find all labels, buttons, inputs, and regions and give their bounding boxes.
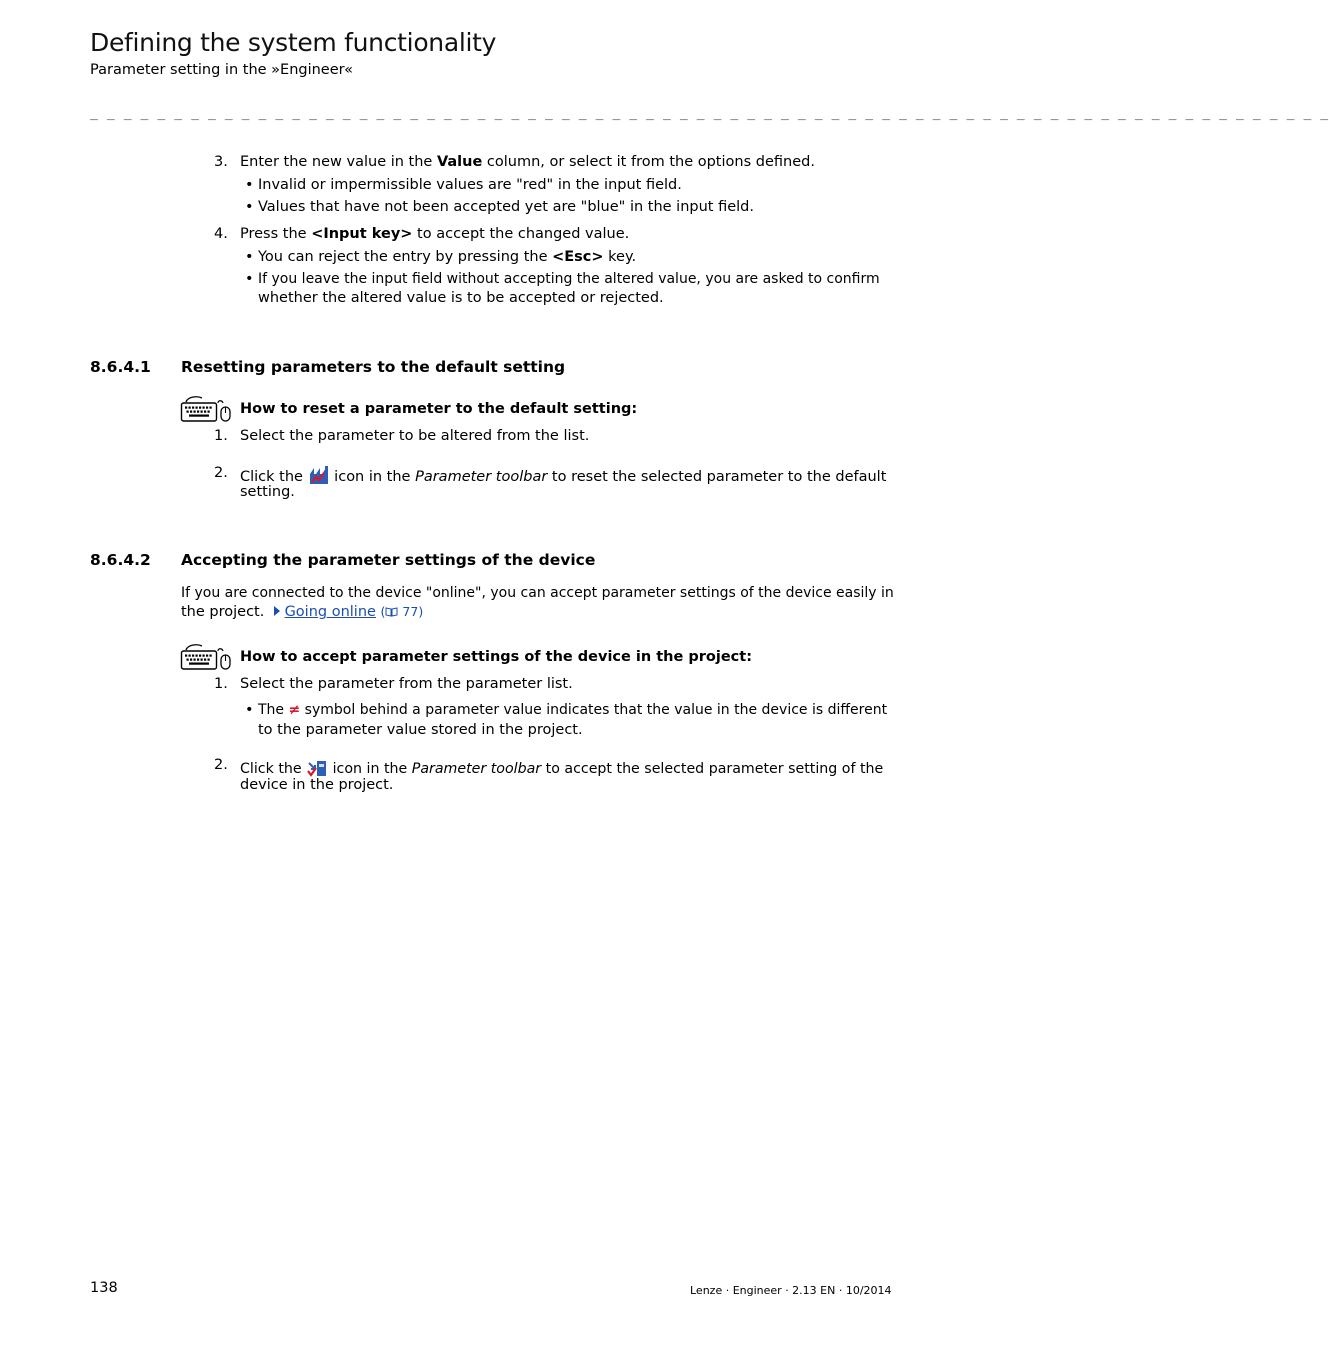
step-text-part: Click the [240, 761, 307, 777]
reset-default-icon [308, 465, 330, 485]
bullet-dot: • [245, 199, 254, 215]
bullet-bold: <Esc> [552, 249, 604, 265]
section-heading [90, 551, 650, 571]
section-heading [90, 358, 590, 378]
step-text-part: Enter the new value in the [240, 154, 437, 170]
footer-info: Lenze · Engineer · 2.13 EN · 10/2014 [690, 1284, 892, 1297]
step-text: Select the parameter to be altered from the list. [240, 428, 590, 444]
section-title: Accepting the parameter settings of the device [181, 551, 596, 569]
step-text: device in the project. [240, 777, 394, 793]
bullet-text: to the parameter value stored in the project. [258, 722, 583, 738]
page-title: Defining the system functionality [90, 28, 497, 57]
section-number: 8.6.4.1 [90, 358, 151, 376]
bullet-text-part: symbol behind a parameter value indicates that the value in the device is different [300, 702, 888, 718]
step-text [240, 757, 883, 777]
step-italic: Parameter toolbar [411, 761, 542, 777]
step-text-part: to accept the changed value. [412, 226, 630, 242]
bullet-text: If you leave the input field without accepting the altered value, you are asked to confirm [258, 271, 880, 287]
bullet-text-part: key. [603, 249, 637, 265]
step-bold: Value [436, 154, 483, 170]
intro-text [181, 604, 423, 620]
howto-heading: How to accept parameter settings of the device in the project: [240, 649, 753, 665]
step-text-part: icon in the [328, 761, 412, 777]
page-ref-number: 77) [402, 604, 424, 619]
step-number: 1. [214, 428, 228, 444]
bullet-dot: • [245, 177, 254, 193]
step-italic: Parameter toolbar [415, 469, 548, 485]
page-reference[interactable] [381, 604, 424, 619]
not-equal-symbol: ≠ [288, 702, 301, 718]
page-ref-part: ( [380, 604, 386, 619]
intro-text: If you are connected to the device "online", you can accept parameter settings of the device easily in [181, 585, 894, 601]
step-number: 4. [214, 226, 228, 242]
section-title: Resetting parameters to the default setting [181, 358, 566, 376]
step-text: setting. [240, 484, 295, 500]
step-text-part: to reset the selected parameter to the default [547, 469, 887, 485]
keyboard-mouse-icon [180, 642, 234, 674]
step-bold: <Input key> [311, 226, 413, 242]
bullet-text-part: The [258, 702, 289, 718]
bullet-text [258, 702, 887, 718]
step-text [240, 465, 886, 485]
bullet-dot: • [245, 249, 254, 265]
going-online-link[interactable]: Going online [284, 604, 376, 620]
keyboard-mouse-icon [180, 394, 234, 426]
section-number: 8.6.4.2 [90, 551, 151, 569]
bullet-dot: • [245, 271, 254, 287]
bullet-dot: • [245, 702, 254, 718]
bullet-text: Invalid or impermissible values are "red" in the input field. [258, 177, 682, 193]
step-text [240, 226, 629, 242]
book-icon [385, 607, 398, 617]
step-text-part: to accept the selected parameter setting of the [541, 761, 884, 777]
step-text: Select the parameter from the parameter list. [240, 676, 573, 692]
page-number: 138 [90, 1280, 118, 1296]
link-arrow-icon [274, 606, 280, 616]
header-separator: _ _ _ _ _ _ _ _ _ _ _ _ _ _ _ _ _ _ _ _ _ _ _ _ _ _ _ _ _ _ _ _ _ _ _ _ _ _ _ _ _ _ _ _ _ _ _ _ _ _ _ _ _ _ _ _ _ _ _ _ _ _ _ _ _ _ _ _ _ _ _ _ _ _ [90, 106, 1329, 121]
step-text-part: column, or select it from the options defined. [482, 154, 815, 170]
bullet-text-part: You can reject the entry by pressing the [258, 249, 553, 265]
howto-heading: How to reset a parameter to the default setting: [240, 401, 638, 417]
step-text-part: Press the [240, 226, 312, 242]
bullet-text: whether the altered value is to be accepted or rejected. [258, 290, 664, 306]
page-subtitle: Parameter setting in the »Engineer« [90, 62, 353, 78]
step-text-part: Click the [240, 469, 308, 485]
step-text-part: icon in the [329, 469, 416, 485]
step-number: 3. [214, 154, 228, 170]
bullet-text: Values that have not been accepted yet are "blue" in the input field. [258, 199, 754, 215]
step-number: 2. [214, 465, 228, 481]
step-number: 2. [214, 757, 228, 773]
accept-device-icon [306, 757, 328, 777]
step-text [240, 154, 815, 170]
bullet-text [258, 249, 636, 265]
intro-text-part: the project. [181, 604, 265, 620]
step-number: 1. [214, 676, 228, 692]
